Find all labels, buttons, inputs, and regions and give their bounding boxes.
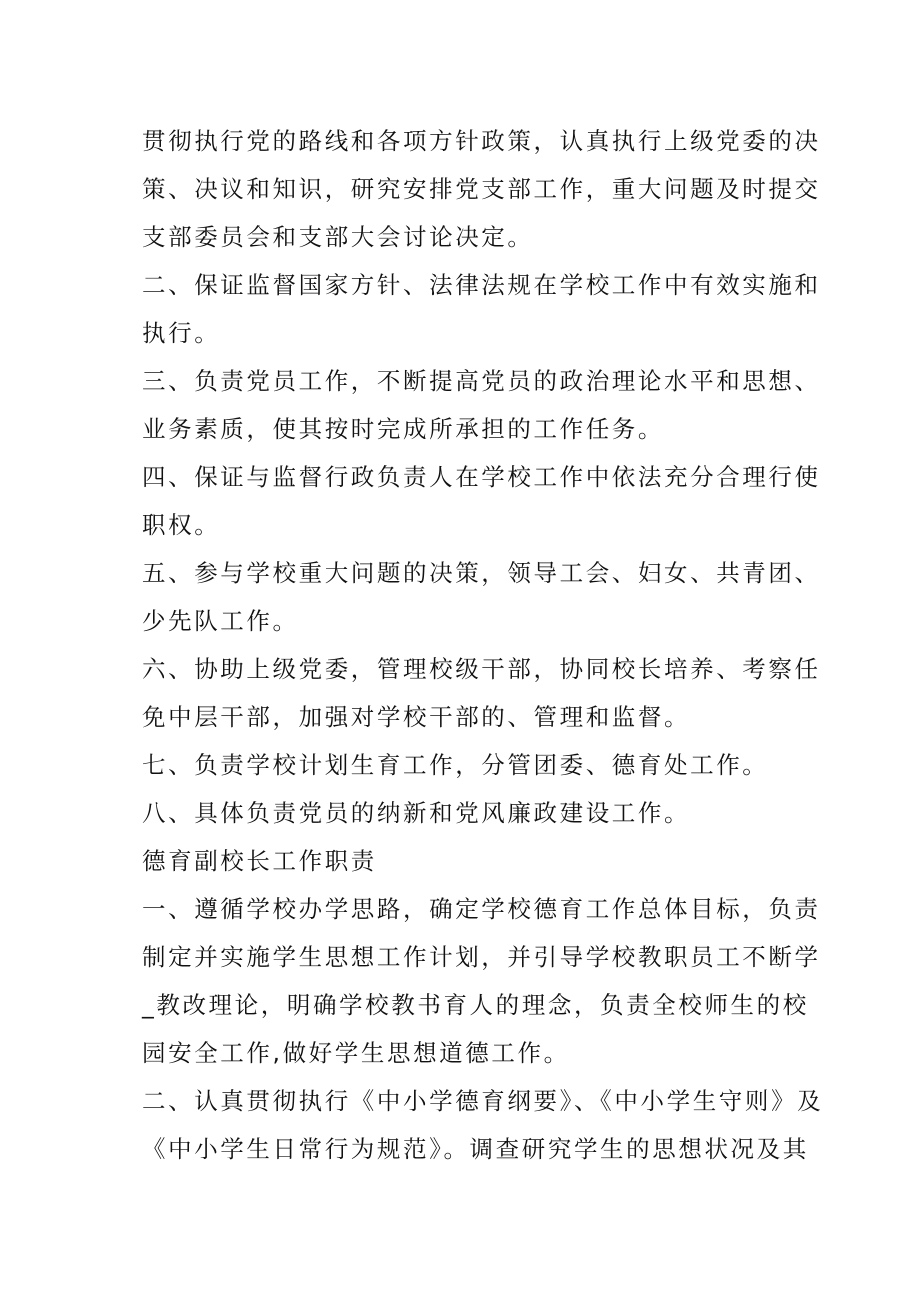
text-line: 园安全工作,做好学生思想道德工作。 [142,1039,570,1067]
text-line: 《中小学生日常行为规范》。调查研究学生的思想状况及其 [142,1135,809,1163]
text-line: 执行。 [142,319,221,347]
text-line: 四、保证与监督行政负责人在学校工作中依法充分合理行使 [142,463,821,491]
text-line: 八、具体负责党员的纳新和党风廉政建设工作。 [142,799,691,827]
text-line: 二、保证监督国家方针、法律法规在学校工作中有效实施和 [142,271,821,299]
text-line: 制定并实施学生思想工作计划，并引导学校教职员工不断学 [142,943,821,971]
text-line: 免中层干部，加强对学校干部的、管理和监督。 [142,703,691,731]
text-line: 一、遵循学校办学思路，确定学校德育工作总体目标，负责 [142,895,821,923]
text-line: _教改理论，明确学校教书育人的理念，负责全校师生的校 [142,991,809,1019]
text-line: 六、协助上级党委，管理校级干部，协同校长培养、考察任 [142,655,821,683]
text-line: 职权。 [142,511,221,539]
text-line: 少先队工作。 [142,607,299,635]
text-line: 支部委员会和支部大会讨论决定。 [142,223,534,251]
text-line: 二、认真贯彻执行《中小学德育纲要》、《中小学生守则》及 [142,1087,824,1115]
text-line: 业务素质，使其按时完成所承担的工作任务。 [142,415,664,443]
text-line: 五、参与学校重大问题的决策，领导工会、妇女、共青团、 [142,559,821,587]
text-line: 贯彻执行党的路线和各项方针政策，认真执行上级党委的决 [142,127,821,155]
document-page [142,117,824,1173]
section-heading: 德育副校长工作职责 [142,847,377,875]
text-line: 策、决议和知识，研究安排党支部工作，重大问题及时提交 [142,175,821,203]
text-line: 七、负责学校计划生育工作，分管团委、德育处工作。 [142,751,769,779]
text-line: 三、负责党员工作，不断提高党员的政治理论水平和思想、 [142,367,821,395]
